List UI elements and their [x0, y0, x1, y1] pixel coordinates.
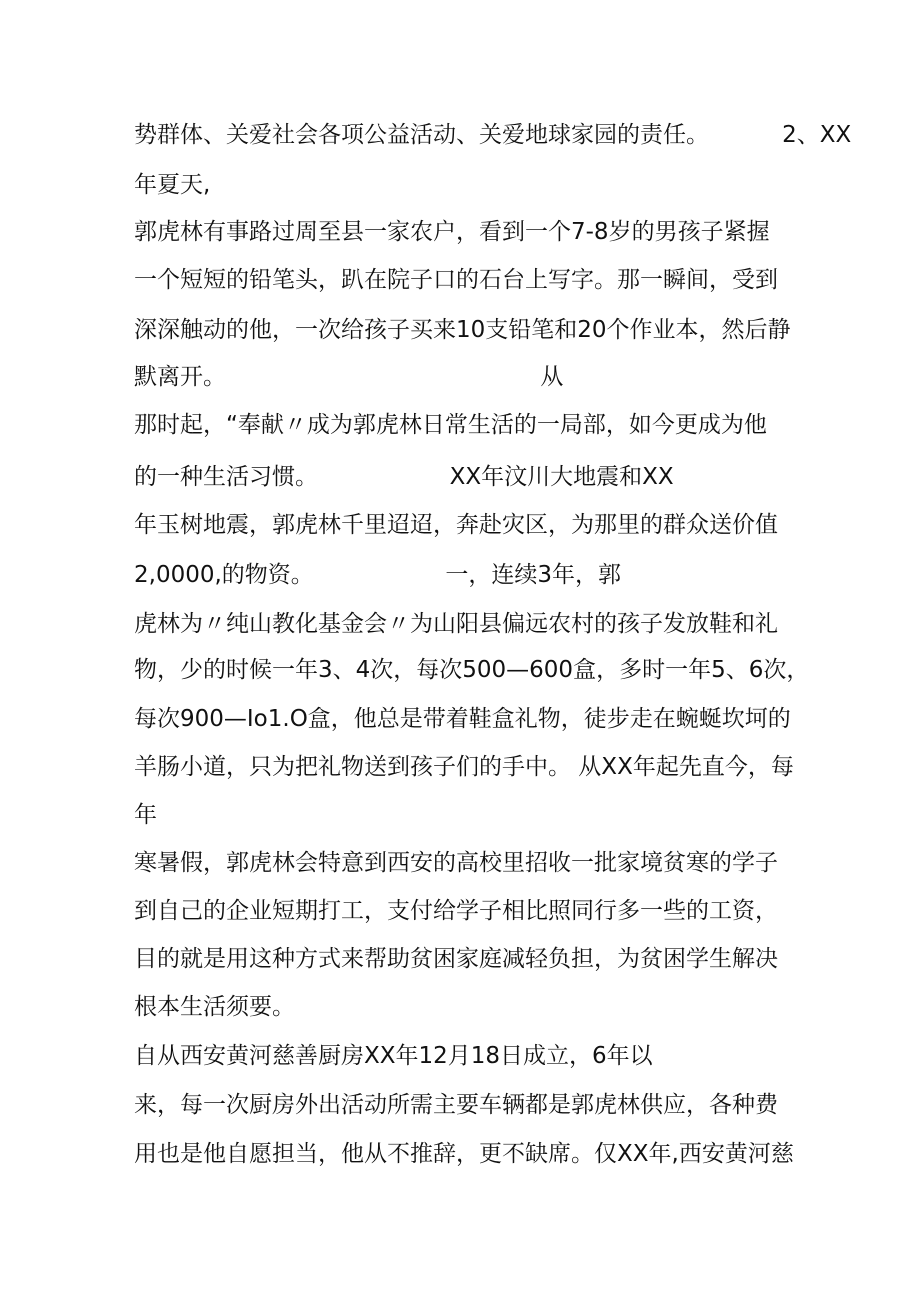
text-line: 自从西安黄河慈善厨房XX年12月18日成立，6年以 [134, 1043, 653, 1069]
text-line: 一个短短的铅笔头，趴在院子口的石台上写字。那一瞬间，受到 [134, 267, 778, 293]
text-line: 那时起，“奉献〃成为郭虎林日常生活的一局部，如今更成为他 [134, 412, 767, 438]
text-line: 的一种生活习惯。 XX年汶川大地震和XX [134, 464, 674, 490]
text-line: 用也是他自愿担当，他从不推辞，更不缺席。仅XX年,西安黄河慈 [134, 1141, 794, 1167]
text-line: 势群体、关爱社会各项公益活动、关爱地球家园的责任。 2、XX [134, 122, 852, 148]
text-line: 物，少的时候一年3、4次，每次500—600盒，多时一年5、6次， [134, 657, 810, 683]
text-line: 羊肠小道，只为把礼物送到孩子们的手中。 从XX年起先直今，每 [134, 754, 794, 780]
text-line: 年玉树地震，郭虎林千里迢迢，奔赴灾区，为那里的群众送价值 [134, 512, 778, 538]
text-line: 默离开。 从 [134, 364, 564, 390]
text-line: 年夏天, [134, 172, 211, 198]
text-line: 根本生活须要。 [134, 994, 295, 1020]
text-line: 虎林为〃纯山教化基金会〃为山阳县偏远农村的孩子发放鞋和礼 [134, 611, 778, 637]
text-line: 年 [134, 802, 157, 828]
text-line: 每次900—Io1.O盒，他总是带着鞋盒礼物，徒步走在蜿蜒坎坷的 [134, 706, 791, 732]
text-line: 到自己的企业短期打工，支付给学子相比照同行多一些的工资， [134, 898, 778, 924]
text-line: 2,0000,的物资。 一，连续3年，郭 [134, 562, 622, 588]
text-line: 目的就是用这种方式来帮助贫困家庭减轻负担，为贫困学生解决 [134, 946, 778, 972]
text-line: 郭虎林有事路过周至县一家农户，看到一个7-8岁的男孩子紧握 [134, 219, 770, 245]
text-line: 来，每一次厨房外出活动所需主要车辆都是郭虎林供应，各种费 [134, 1092, 778, 1118]
text-line: 寒暑假，郭虎林会特意到西安的高校里招收一批家境贫寒的学子 [134, 850, 778, 876]
text-line: 深深触动的他，一次给孩子买来10支铅笔和20个作业本，然后静 [134, 317, 791, 343]
